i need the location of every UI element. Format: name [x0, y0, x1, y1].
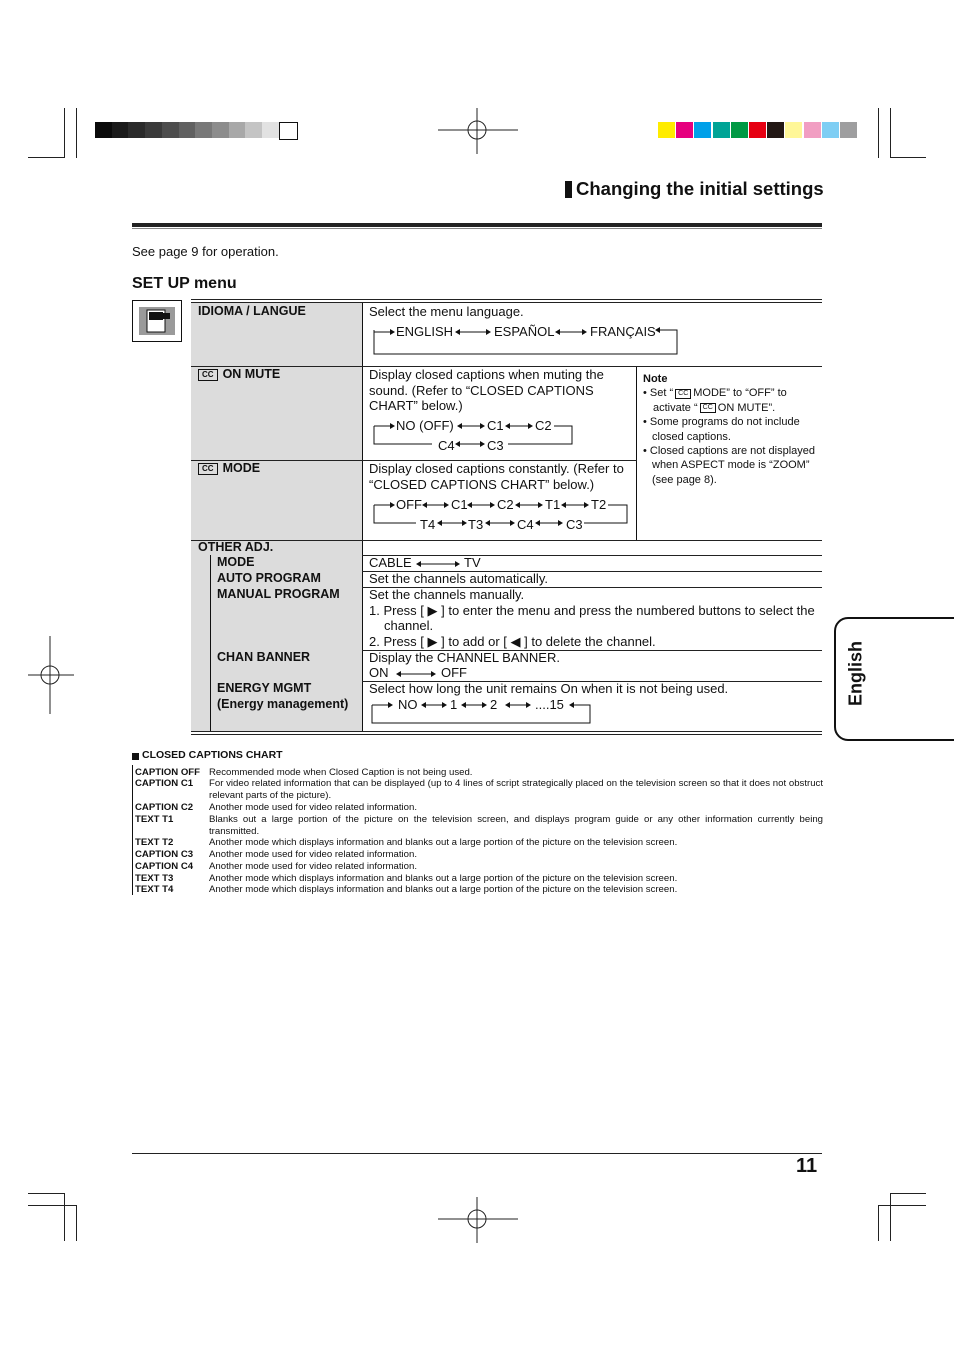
table-bottom-rule	[191, 731, 822, 732]
double-arrow-icon	[416, 558, 460, 570]
setup-icon	[133, 301, 181, 341]
gray-swatch	[128, 122, 145, 138]
auto-program-label: AUTO PROGRAM	[217, 571, 321, 585]
color-swatch	[749, 122, 766, 138]
caption-row-label: TEXT T3	[135, 873, 174, 884]
cc-mode-label	[198, 461, 260, 475]
chan-banner-desc: Display the CHANNEL BANNER.	[369, 650, 560, 665]
caption-row-text: Another mode used for video related information.	[209, 802, 417, 813]
mode-opt-off: OFF	[396, 497, 422, 512]
note-box	[643, 372, 821, 487]
gray-swatch	[262, 122, 279, 138]
registration-mark-top	[438, 108, 518, 154]
mode-opt-t3: T3	[468, 517, 484, 532]
note-title: Note	[643, 373, 668, 385]
mode-opt-t4: T4	[420, 517, 436, 532]
color-swatch	[676, 122, 693, 138]
manual-program-label: MANUAL PROGRAM	[217, 587, 340, 601]
manual-program-step2: 2. Press [ ▶ ] to add or [ ◀ ] to delete the channel.	[369, 634, 656, 649]
mode-opt-c1: C1	[451, 497, 468, 512]
caption-row-label: CAPTION C4	[135, 861, 194, 872]
header-marker	[565, 181, 572, 198]
caption-row-text: Another mode which displays information and blanks out a large portion of the picture on the television screen.	[209, 837, 678, 848]
cc-mode-label-text: MODE	[222, 461, 261, 475]
caption-row-label: TEXT T4	[135, 884, 174, 895]
energy-opt-2: 2	[490, 697, 498, 712]
lang-espanol: ESPAÑOL	[494, 324, 555, 339]
page-number: 11	[796, 1155, 818, 1177]
tuner-mode-tv: TV	[464, 555, 481, 570]
see-page-note: See page 9 for operation.	[132, 244, 279, 259]
caption-row-text: Another mode used for video related information.	[209, 861, 417, 872]
tuner-mode-cable: CABLE	[369, 555, 412, 570]
manual-program-desc: Set the channels manually.	[369, 587, 525, 602]
cc-icon: CC	[198, 369, 218, 381]
cc-icon: CC	[700, 403, 716, 413]
row-rule	[191, 540, 822, 541]
caption-row-text: Another mode used for video related information.	[209, 849, 417, 860]
color-swatch	[840, 122, 857, 138]
caption-row-label: CAPTION C1	[135, 778, 194, 789]
table-top-rule-2	[191, 302, 822, 303]
table-bottom-rule-2	[191, 734, 822, 735]
on-mute-desc: Display closed captions when muting the sound. (Refer to “CLOSED CAPTIONS CHART” below.)	[369, 367, 604, 413]
mode-opt-c3: C3	[566, 517, 583, 532]
gray-swatch	[229, 122, 246, 138]
caption-row-label: CAPTION OFF	[135, 767, 201, 778]
energy-desc: Select how long the unit remains On when it is not being used.	[369, 681, 729, 696]
gray-swatch	[245, 122, 262, 138]
header-rule-shadow	[132, 228, 822, 229]
caption-row-text: Another mode which displays information and blanks out a large portion of the picture on the television screen.	[209, 884, 678, 895]
on-mute-label	[198, 367, 280, 381]
footer-rule	[132, 1153, 822, 1154]
gray-swatch	[95, 122, 112, 138]
mute-opt-c4: C4	[438, 438, 455, 453]
gray-swatch	[279, 122, 298, 140]
energy-opt-no: NO	[398, 697, 418, 712]
idioma-desc: Select the menu language.	[369, 304, 524, 319]
gray-swatch	[179, 122, 196, 138]
lang-francais: FRANÇAIS	[590, 324, 656, 339]
note-bullet-2: • Some programs do not include closed captions.	[643, 416, 800, 443]
setup-menu-icon-box	[132, 300, 182, 342]
mode-opt-t1: T1	[545, 497, 561, 512]
double-arrow-icon	[396, 668, 436, 680]
header-rule	[132, 223, 822, 227]
section-title: SET UP menu	[132, 275, 237, 292]
chan-banner-on: ON	[369, 665, 389, 680]
chan-banner-label: CHAN BANNER	[217, 650, 311, 664]
mute-opt-c1: C1	[487, 418, 504, 433]
note-bullet-1: • Set “ CC MODE” to “OFF” to activate “ CC ON MUTE”.	[643, 387, 787, 414]
gray-swatch	[212, 122, 229, 138]
caption-row-text: Blanks out a large portion of the picture on the television screen, and displays program guide or any other information currently being transmitted.	[209, 814, 823, 837]
color-swatch	[713, 122, 730, 138]
lang-english: ENGLISH	[396, 324, 454, 339]
cc-icon: CC	[198, 463, 218, 475]
sub-indent-line	[210, 555, 211, 732]
gray-swatch	[145, 122, 162, 138]
on-mute-label-text: ON MUTE	[222, 367, 281, 381]
color-swatch	[731, 122, 748, 138]
energy-opt-15: ....15	[535, 697, 564, 712]
caption-row-text: For video related information that can be displayed (up to 4 lines of script strategically placed on the television screen so that it does not obstruct relevant parts of the picture).	[209, 778, 823, 801]
registration-mark-bottom	[438, 1197, 518, 1243]
side-tab-label: English	[845, 641, 866, 707]
mode-opt-c4: C4	[517, 517, 534, 532]
mute-opt-c3: C3	[487, 438, 504, 453]
caption-row-label: TEXT T1	[135, 814, 174, 825]
color-swatch	[694, 122, 711, 138]
page-title: Changing the initial settings	[576, 178, 824, 199]
note-bullet-3: • Closed captions are not displayed when ASPECT mode is “ZOOM” (see page 8).	[643, 445, 816, 486]
cc-mode-desc: Display closed captions constantly. (Refer to “CLOSED CAPTIONS CHART” below.)	[369, 461, 624, 492]
energy-label: ENERGY MGMT	[217, 681, 312, 695]
energy-label-2: (Energy management)	[217, 697, 349, 711]
other-adj-label: OTHER ADJ.	[198, 540, 274, 554]
color-swatch	[804, 122, 821, 138]
caption-row-text: Another mode which displays information and blanks out a large portion of the picture on the television screen.	[209, 873, 678, 884]
mode-opt-c2: C2	[497, 497, 514, 512]
tuner-mode-label: MODE	[217, 555, 255, 569]
manual-program-step1: 1. Press [ ▶ ] to enter the menu and press the numbered buttons to select the	[369, 603, 815, 618]
caption-row-label: TEXT T2	[135, 837, 174, 848]
registration-mark-left	[28, 636, 74, 714]
note-divider	[636, 366, 637, 540]
energy-opt-1: 1	[450, 697, 458, 712]
gray-swatch	[195, 122, 212, 138]
color-swatch	[785, 122, 802, 138]
chan-banner-off: OFF	[441, 665, 467, 680]
color-swatch	[822, 122, 839, 138]
table-top-rule	[191, 299, 822, 300]
color-swatch	[658, 122, 675, 138]
auto-program-desc: Set the channels automatically.	[369, 571, 548, 586]
caption-row-label: CAPTION C2	[135, 802, 194, 813]
caption-row-text: Recommended mode when Closed Caption is not being used.	[209, 767, 473, 778]
idioma-label: IDIOMA / LANGUE	[198, 304, 306, 318]
manual-program-step1b: channel.	[384, 618, 434, 633]
captions-chart-title: CLOSED CAPTIONS CHART	[142, 749, 283, 761]
chart-marker	[132, 753, 139, 760]
row-rule	[362, 555, 822, 556]
gray-swatch	[162, 122, 179, 138]
mute-opt-no: NO (OFF)	[396, 418, 454, 433]
chart-left-rule	[132, 765, 133, 895]
color-swatch	[767, 122, 784, 138]
cc-icon: CC	[675, 389, 691, 399]
mode-opt-t2: T2	[591, 497, 607, 512]
mute-opt-c2: C2	[535, 418, 552, 433]
caption-row-label: CAPTION C3	[135, 849, 194, 860]
gray-swatch	[112, 122, 129, 138]
